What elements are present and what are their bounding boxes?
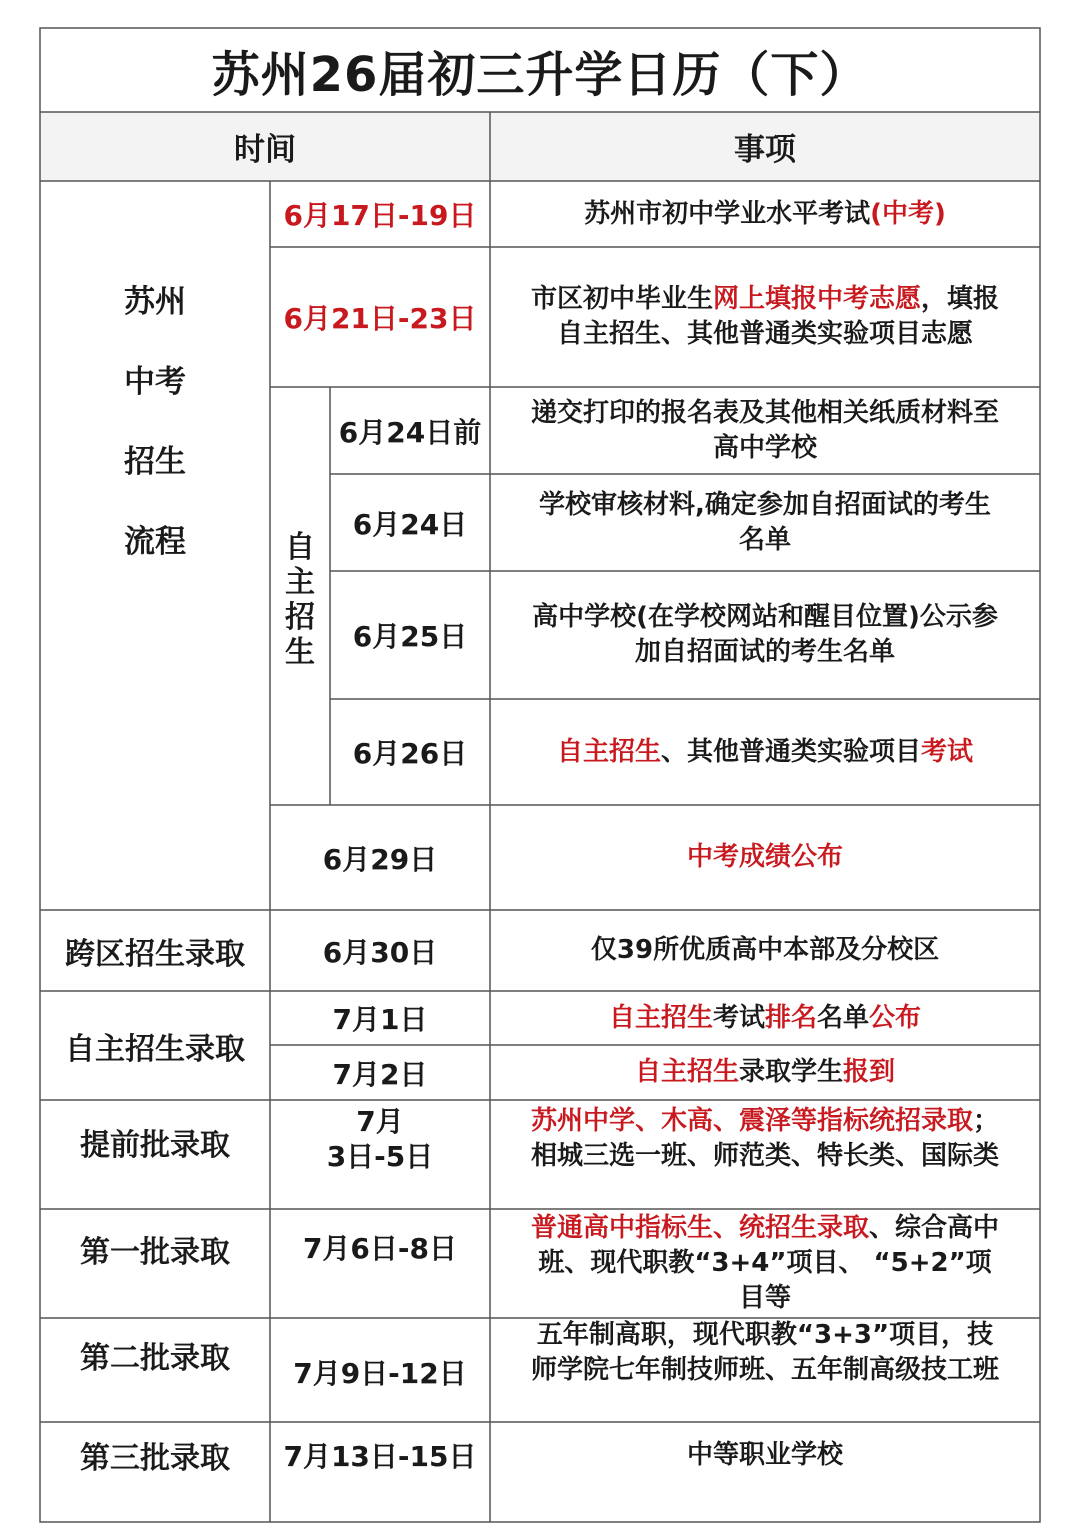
table-frame [40,28,1040,1522]
vertical-char: 招 [285,600,315,635]
event-text: 苏州市初中学业水平考试 [584,198,871,229]
event-cell: 中等职业学校 [686,1439,843,1470]
date-cell: 6月26日 [352,737,468,770]
event-text: 高中学校 [712,432,817,463]
event-text: 相城三选一班、师范类、特长类、国际类 [530,1141,999,1171]
event-text: 五年制高职，现代职教“3+3”项目，技 [536,1320,994,1350]
event-text: ； [973,1106,1000,1136]
event-highlight: 排名 [764,1002,817,1033]
group-label-line: 招生 [124,444,186,480]
event-highlight: 自主招生 [556,736,661,767]
date-cell: 7月1日 [332,1003,428,1036]
row-label: 第三批录取 [80,1441,230,1476]
header-time: 时间 [40,112,490,181]
event-text: 录取学生 [738,1057,843,1087]
date-cell: 6月24日前 [338,415,482,449]
event-cell: 仅39所优质高中本部及分校区 [590,935,940,965]
group-label-line: 苏州 [124,284,186,320]
date-cell: 6月21日-23日 [283,302,477,335]
date-cell: 7月2日 [332,1057,428,1091]
date-cell: 6月24日 [352,507,468,541]
event-text: 市区初中毕业生 [530,284,713,314]
vertical-char: 主 [285,565,315,600]
event-highlight: 考试 [921,736,974,767]
row-label: 提前批录取 [80,1128,230,1163]
event-highlight: 自主招生 [634,1057,739,1087]
event-highlight: 公布 [869,1002,922,1033]
event-text: ，填报 [921,284,1000,314]
header-item: 事项 [490,112,1040,181]
event-highlight: 苏州中学、木高、震泽等指标统招录取 [530,1106,973,1136]
row-label: 第二批录取 [80,1341,230,1376]
event-text: 自主招生、其他普通类实验项目志愿 [556,319,973,349]
event-text: 班、现代职教“3+4”项目、 “5+2”项 [538,1248,992,1278]
date-line: 3日-5日 [326,1140,434,1173]
event-text: 名单 [738,524,791,555]
vertical-char: 自 [285,530,315,565]
date-cell: 7月9日-12日 [293,1357,467,1390]
date-cell: 6月29日 [322,842,438,876]
event-highlight: (中考) [870,198,946,229]
event-text: 考试 [712,1002,765,1033]
event-text: 目等 [738,1283,791,1313]
event-text: 、其他普通类实验项目 [660,736,921,767]
row-label: 自主招生录取 [65,1031,245,1067]
date-cell: 7月6日-8日 [302,1232,458,1265]
date-cell: 6月25日 [352,620,468,653]
event-cell: 中考成绩公布 [686,842,843,872]
row-label: 跨区招生录取 [65,936,245,972]
group-label-line: 流程 [124,524,186,560]
row-label: 第一批录取 [80,1235,230,1270]
event-highlight: 自主招生 [608,1002,713,1033]
event-text: 名单 [817,1002,870,1033]
date-cell: 6月30日 [322,935,438,969]
date-cell: 7月13日-15日 [283,1440,477,1473]
event-text: 学校审核材料,确定参加自招面试的考生 [539,489,991,520]
event-text: 加自招面试的考生名单 [634,637,895,667]
date-line: 7月 [356,1105,404,1138]
event-highlight: 报到 [843,1057,896,1087]
event-text: 、综合高中 [869,1213,1000,1243]
event-highlight: 普通高中指标生、统招生录取 [530,1213,869,1243]
group-label-line: 中考 [124,364,186,400]
event-highlight: 网上填报中考志愿 [712,284,921,314]
event-text: 高中学校(在学校网站和醒目位置)公示参 [532,602,998,632]
event-text: 递交打印的报名表及其他相关纸质材料至 [530,397,999,428]
date-cell: 6月17日-19日 [283,199,477,232]
event-text: 师学院七年制技师班、五年制高级技工班 [530,1355,999,1385]
vertical-char: 生 [285,635,315,670]
page-title: 苏州26届初三升学日历（下） [211,46,869,103]
